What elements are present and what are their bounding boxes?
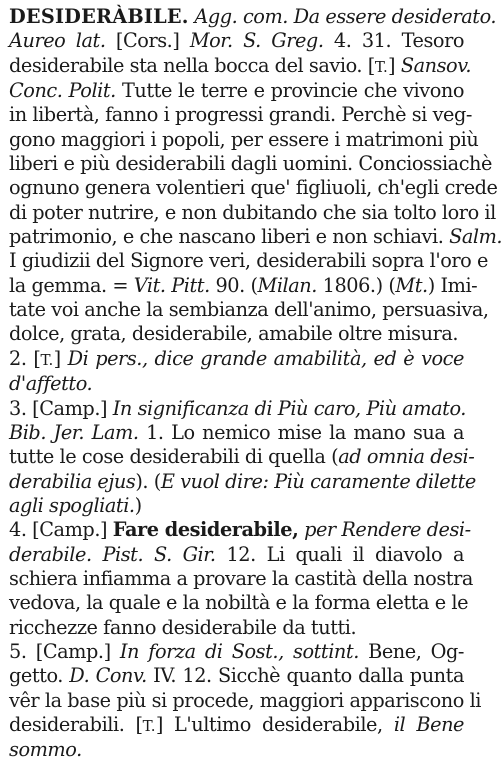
text-run: ) Imi- <box>427 273 478 297</box>
text-run: Mt. <box>395 273 428 297</box>
text-line <box>9 103 472 127</box>
text-run: E vuol dire: Più caramente dilette <box>160 469 476 493</box>
text-run: d'affetto. <box>9 372 93 396</box>
text-line <box>9 372 464 396</box>
text-line <box>9 152 492 176</box>
text-run: I giudizii del Signore veri, desiderabili sopra l'oro e <box>9 249 488 273</box>
text-run: per Rendere desi- <box>304 518 471 542</box>
text-line <box>9 688 481 713</box>
text-run: ad omnia desi- <box>338 445 475 469</box>
text-run: liberi e più desiderabili dagli uomini. Conciossiachè <box>9 152 492 176</box>
text-line <box>9 543 464 567</box>
text-run: agli spogliati. <box>9 493 135 517</box>
text-run <box>92 543 103 566</box>
text-line <box>9 469 476 494</box>
text-line <box>9 713 464 738</box>
text-line <box>9 53 472 79</box>
text-run: Tutte le terre e provincie che vivono <box>115 79 465 103</box>
text-run: 90. ( <box>209 273 258 297</box>
text-run: la gemma. = <box>9 273 134 297</box>
text-run: 3. [Camp.] <box>9 396 113 420</box>
text-run: Salm. <box>449 225 502 249</box>
text-run: 1806.) ( <box>316 273 396 297</box>
text-run: di poter nutrire, e non dubitando che sia tolto loro il <box>9 200 496 224</box>
text-line <box>9 591 469 615</box>
text-run: gono maggiori i popoli, per essere i matrimoni più <box>9 127 479 151</box>
text-run: [Cors.] <box>105 29 190 53</box>
text-run: 4. 31. Tesoro <box>323 29 464 53</box>
text-line <box>9 445 475 469</box>
text-run: ). ( <box>135 469 161 493</box>
text-line <box>9 616 464 640</box>
text-run: 5. [Camp.] <box>9 639 120 663</box>
text-run: dolce, grata, desiderabile, amabile oltre misura. <box>9 322 459 346</box>
text-run: 12. Li quali il diavolo a <box>215 542 465 566</box>
text-run: Aureo lat. <box>9 29 106 53</box>
text-run: D. Conv. <box>69 664 147 688</box>
text-run: ] <box>388 53 401 77</box>
text-run: Fare desiderabile, <box>112 518 299 542</box>
text-line <box>9 249 488 273</box>
text-run: Di pers., dice grande amabilità, ed è voce <box>67 346 464 370</box>
text-line <box>9 347 464 372</box>
text-run: Da essere desiderato. <box>293 5 497 28</box>
text-run: il Bene <box>393 712 464 736</box>
text-run: IV. 12. Sicchè quanto dalla punta <box>146 664 464 688</box>
text-run: desiderabili. [ <box>9 712 143 736</box>
text-line <box>9 176 498 200</box>
text-run: ] L'ultimo desiderabile, <box>155 712 394 736</box>
text-run: getto. <box>9 664 70 688</box>
text-run: Mor. S. Greg. <box>189 29 324 53</box>
text-line <box>9 738 464 762</box>
text-line <box>9 322 464 346</box>
text-run: desiderabile sta nella bocca del savio. [ <box>9 53 375 77</box>
text-run: Bene, Og- <box>358 639 464 663</box>
text-line <box>9 518 471 542</box>
text-run: tutte le cose desiderabili di quella ( <box>9 445 339 469</box>
text-run: derabilia ejus <box>9 469 136 493</box>
text-line <box>9 566 473 591</box>
text-run: In forza di Sost., sottint. <box>119 639 359 663</box>
text-line <box>9 494 464 518</box>
text-run: T. <box>40 350 54 369</box>
text-run: DESIDERÀBILE. <box>9 5 189 28</box>
text-line <box>9 421 464 445</box>
text-run: ognuno genera volentieri que' figliuoli, ch'egli crede <box>9 176 498 200</box>
text-run: tate voi anche la sembianza dell'animo, persuasiva, <box>9 298 489 322</box>
text-line <box>9 664 464 688</box>
text-run: Pist. S. Gir. <box>102 542 216 566</box>
text-line <box>9 5 497 29</box>
text-run: vedova, la quale e la nobiltà e la forma eletta e le <box>9 591 469 615</box>
text-run: Agg. com. <box>194 5 288 28</box>
text-run: ) <box>134 493 142 517</box>
text-line <box>9 397 464 421</box>
text-run: 1. Lo nemico mise la mano sua a <box>138 420 464 444</box>
text-run: T. <box>142 716 156 735</box>
text-run: Sansov. <box>400 53 472 77</box>
text-line <box>9 29 464 53</box>
text-run: derabile. <box>9 542 92 566</box>
text-run: in libertà, fanno i progressi grandi. Perchè si veg- <box>9 103 472 127</box>
text-line <box>9 127 479 152</box>
text-line <box>9 640 464 664</box>
text-line <box>9 298 489 322</box>
text-run: Conc. Polit. <box>9 79 116 103</box>
text-run: Milan. <box>257 273 317 297</box>
text-line <box>9 225 502 249</box>
text-run: patrimonio, e che nascano liberi e non schiavi. <box>9 225 450 249</box>
text-run: T. <box>374 57 389 76</box>
text-run: sommo. <box>9 738 82 762</box>
text-line <box>9 273 478 298</box>
text-run: ricchezze fanno desiderabile da tutti. <box>9 615 357 639</box>
text-run: Vit. Pitt. <box>133 273 210 297</box>
text-line <box>9 200 496 225</box>
text-run: schiera infiamma a provare la castità della nostra <box>9 566 473 590</box>
text-run: vêr la base più si procede, maggiori appariscono li <box>9 688 481 712</box>
text-run: In significanza di Più caro, Più amato. <box>112 396 466 420</box>
text-run: 4. [Camp.] <box>9 518 113 542</box>
text-run: 2. [ <box>9 346 41 370</box>
text-run: ] <box>53 346 68 370</box>
text-line <box>9 79 464 103</box>
text-run: Bib. Jer. Lam. <box>9 420 139 444</box>
